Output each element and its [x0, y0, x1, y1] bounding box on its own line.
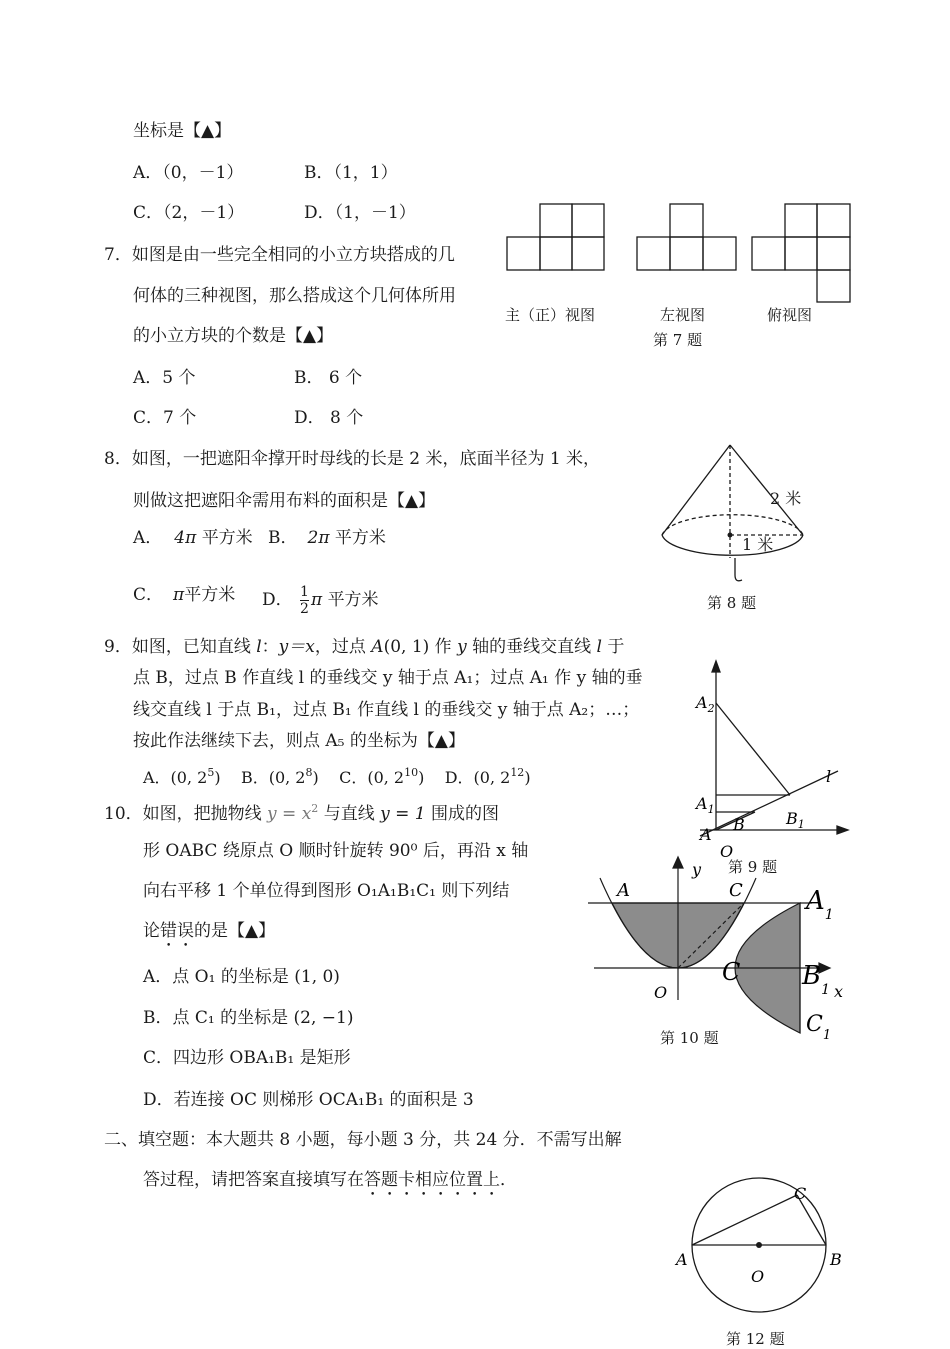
q12-label-a: A	[676, 1250, 688, 1269]
q8-option-c-unit: 平方米	[184, 585, 236, 605]
q8-option-a-label: A．	[133, 528, 163, 548]
q10-label-c1: $C_1$	[806, 1012, 832, 1043]
q10-label-o: O	[654, 983, 668, 1002]
q9-label-b: B	[733, 815, 745, 834]
q8-option-a-value: 4π	[174, 528, 197, 548]
q10-caption: 第 10 题	[660, 1029, 719, 1047]
q8-option-d-denominator: 2	[300, 601, 309, 617]
q8-option-c-value: π	[173, 585, 185, 605]
q9-line-4: 按此作法继续下去，则点 A₅ 的坐标为【▲】	[133, 731, 465, 751]
q9-line1-part3: (0, 1) 作	[383, 637, 458, 657]
q10-line1-part2: 与直线	[318, 804, 381, 824]
q10-line1-part3: 围成的图	[425, 804, 499, 824]
q6-option-b: B．（1，1）	[304, 163, 398, 183]
q8-option-b-unit: 平方米	[334, 528, 386, 548]
q9-label-l: l	[826, 767, 832, 786]
q9-line1-part4: 轴的垂线交直线	[466, 637, 597, 657]
q10-label-x: x	[834, 982, 844, 1001]
q7-option-c: C．7 个	[133, 408, 197, 428]
q10-emphasis-wrong: 错误	[160, 921, 194, 941]
q10-line1-parabola: y = x	[267, 804, 312, 824]
q7-front-view-label: 主（正）视图	[505, 306, 596, 324]
section2-line2-end: ．	[500, 1170, 517, 1190]
q9-label-a: A	[700, 825, 712, 844]
q8-option-d-value: π	[310, 590, 323, 610]
q9-option-b: B．(0, 2	[240, 768, 306, 787]
q12-label-o: O	[751, 1267, 765, 1286]
q9-line-2: 点 B，过点 B 作直线 l 的垂线交 y 轴于点 A₁；过点 A₁ 作 y 轴的垂	[133, 668, 643, 688]
q10-option-a: A．点 O₁ 的坐标是 (1, 0)	[143, 967, 340, 987]
q7-option-a: A．5 个	[133, 368, 196, 388]
q6-stem: 坐标是【▲】	[133, 121, 232, 141]
q8-option-c-label: C．	[133, 585, 164, 605]
q9-line1-part2: ，过点	[314, 637, 372, 657]
q10-line1-exp: 2	[311, 802, 319, 815]
q9-line1-y: y	[457, 637, 467, 657]
q7-caption: 第 7 题	[653, 331, 703, 349]
q8-radius-label: 1 米	[742, 535, 774, 554]
q9-line1-l: l	[256, 637, 262, 657]
q7-top-view-label: 俯视图	[767, 306, 813, 324]
q8-option-b-value: 2π	[307, 528, 330, 548]
q10-line-2: 形 OABC 绕原点 O 顺时针旋转 90⁰ 后，再沿 x 轴	[143, 841, 529, 861]
q9-line1-equation: y＝x	[278, 637, 315, 657]
q6-option-d: D．（1，－1）	[304, 203, 416, 223]
q9-line1-point-a: A	[371, 637, 384, 657]
q8-option-d-label: D．	[262, 590, 293, 610]
q10-label-c: C	[729, 880, 743, 901]
q8-option-a-unit: 平方米	[201, 528, 253, 548]
q9-options: A．(0, $2^5$) B．(0, $2^8$) C．(0, $2^{10}$) D．(0, $2^{12}$)	[143, 766, 531, 787]
q8-caption: 第 8 题	[707, 594, 757, 612]
q9-label-b1: $B_1$	[786, 809, 805, 831]
q9-line-3: 线交直线 l 于点 B₁，过点 B₁ 作直线 l 的垂线交 y 轴于点 A₂；…；	[133, 700, 640, 720]
q9-caption: 第 9 题	[728, 858, 778, 876]
q9-option-d: D．(0, 2	[444, 768, 511, 787]
q10-line1-part: 10．如图，把抛物线	[104, 804, 268, 824]
q10-label-a1: $A_1$	[806, 886, 834, 923]
q8-line-1: 8．如图，一把遮阳伞撑开时母线的长是 2 米，底面半径为 1 米，	[104, 449, 601, 469]
q10-label-b1: $B_1$	[802, 961, 831, 998]
q9-line1-part5: 于	[601, 637, 625, 657]
q12-caption: 第 12 题	[726, 1330, 785, 1348]
q9-label-a1: $A_1$	[696, 794, 715, 816]
q10-label-c-rotated: C	[722, 958, 741, 986]
q10-label-a: A	[617, 880, 630, 901]
q8-line-2: 则做这把遮阳伞需用布料的面积是【▲】	[133, 491, 436, 511]
q7-line-2: 何体的三种视图，那么搭成这个几何体所用	[133, 286, 456, 306]
q7-line-1: 7．如图是由一些完全相同的小立方块搭成的几	[104, 245, 455, 265]
q12-label-c: C	[794, 1184, 807, 1203]
q8-option-d-unit: 平方米	[327, 590, 379, 610]
q9-line1-colon: ：	[261, 637, 279, 657]
q9-option-c-exp: 10	[404, 766, 419, 779]
q6-option-a: A．（0，－1）	[133, 163, 244, 183]
q9-option-a-exp: 5	[207, 766, 215, 779]
q7-option-b: B． 6 个	[294, 368, 363, 388]
q10-label-y: y	[692, 860, 702, 879]
q10-line1-line: y = 1	[380, 804, 426, 824]
q10-line4-part: 论	[143, 921, 160, 941]
q9-line1-part: 9．如图，已知直线	[104, 637, 257, 657]
q10-option-d: D．若连接 OC 则梯形 OCA₁B₁ 的面积是 3	[143, 1090, 474, 1110]
section2-emphasis: 答题卡相应位置上	[364, 1170, 500, 1190]
q10-line-3: 向右平移 1 个单位得到图形 O₁A₁B₁C₁ 则下列结	[143, 881, 510, 901]
q9-option-b-exp: 8	[305, 766, 313, 779]
q10-option-b: B．点 C₁ 的坐标是 (2, −1)	[143, 1008, 354, 1028]
q7-left-view-label: 左视图	[660, 306, 706, 324]
q9-label-o: O	[720, 842, 734, 861]
q9-option-a: A．(0, 2	[143, 768, 208, 787]
q9-option-d-exp: 12	[510, 766, 525, 779]
q6-option-c: C．（2，－1）	[133, 203, 245, 223]
q9-line1-l2: l	[596, 637, 602, 657]
q9-option-c: C．(0, 2	[339, 768, 405, 787]
q10-option-c: C．四边形 OBA₁B₁ 是矩形	[143, 1048, 351, 1068]
q8-option-d-numerator: 1	[300, 584, 309, 600]
q7-option-d: D． 8 个	[294, 408, 364, 428]
q8-option-b-label: B．	[268, 528, 298, 548]
q12-label-b: B	[830, 1250, 842, 1269]
q8-slant-label: 2 米	[770, 489, 802, 508]
q7-line-3: 的小立方块的个数是【▲】	[133, 326, 334, 346]
q10-line4-part2: 的是【▲】	[194, 921, 276, 941]
q9-label-a2: $A_2$	[696, 693, 715, 715]
section2-line2-part: 答过程，请把答案直接填写在	[143, 1170, 364, 1190]
section2-line-1: 二、填空题：本大题共 8 小题，每小题 3 分，共 24 分．不需写出解	[104, 1130, 622, 1150]
